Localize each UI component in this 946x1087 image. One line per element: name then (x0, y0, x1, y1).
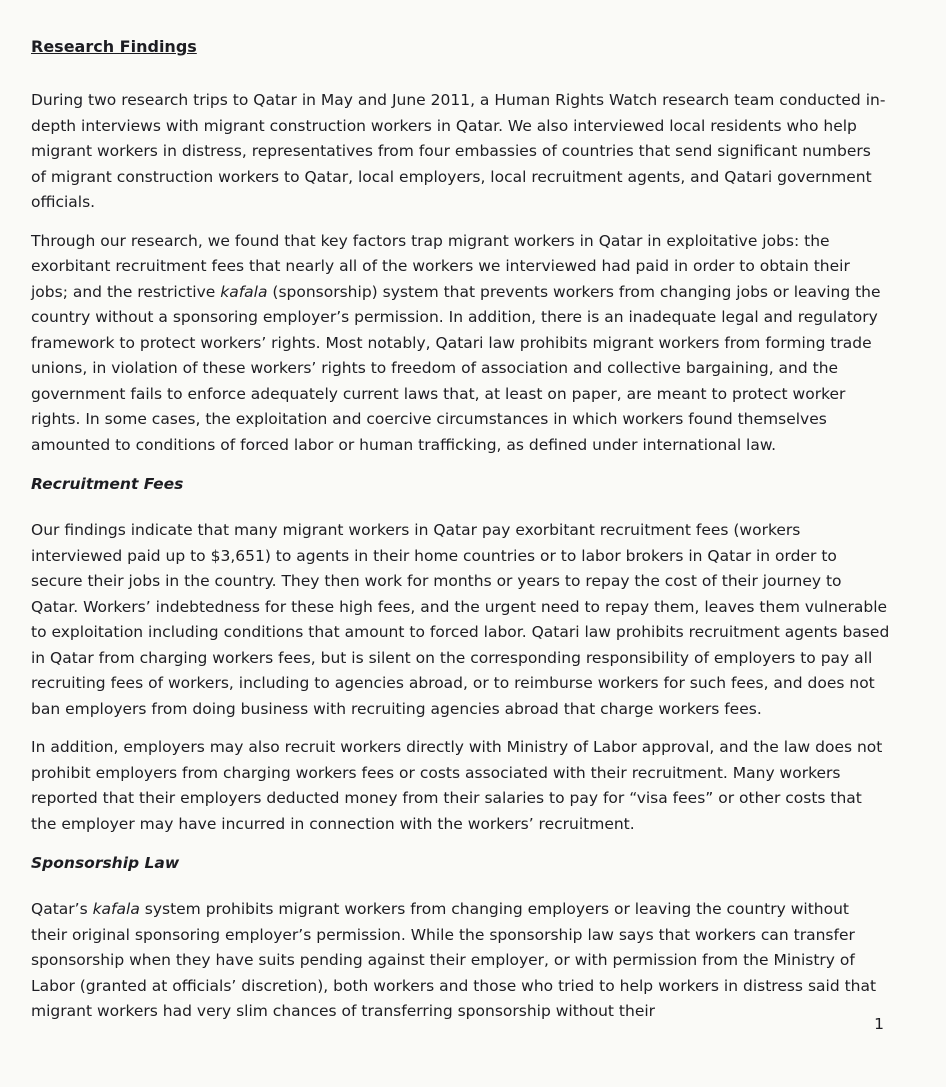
paragraph-text: Our findings indicate that many migrant workers in Qatar pay exorbitant recruitment fees (workers interviewed paid up to $3,651) to agents in their home countries or to labor brokers in Qatar in order to secure their jobs in the country. They then work for months or years to repay the cost of their journey to Qatar. Workers’ indebtedness for these high fees, and the urgent need to repay them, leaves them vulnerable to exploitation including conditions that amount to forced labor. Qatari law prohibits recruitment agents based in Qatar from charging workers fees, but is silent on the corresponding responsibility of employers to pay all recruiting fees of workers, including to agencies abroad, or to reimburse workers for such fees, and does not ban employers from doing business with recruiting agencies abroad that charge workers fees. (31, 521, 890, 718)
subheading-sponsorship-law: Sponsorship Law (31, 854, 180, 872)
paragraph-sponsorship-law (31, 897, 890, 1025)
subheading-recruitment-fees: Recruitment Fees (31, 475, 184, 493)
italic-term-kafala: kafala (220, 282, 268, 301)
paragraph-intro (31, 88, 890, 216)
paragraph-text: In addition, employers may also recruit workers directly with Ministry of Labor approval, and the law does not prohibit employers from charging workers fees or costs associated with their recruitment. Many workers reported that their employers deducted money from their salaries to pay for “visa fees” or other costs that the employer may have incurred in connection with the workers’ recruitment. (31, 738, 883, 833)
paragraph-text: Qatar’s (31, 900, 93, 918)
paragraph-ministry-approval (31, 735, 890, 837)
italic-term-kafala: kafala (92, 900, 140, 918)
paragraph-recruitment-fees (31, 518, 890, 722)
paragraph-key-factors (31, 229, 890, 459)
page-number: 1 (874, 1015, 884, 1033)
paragraph-text: Through our research, we found that key factors trap migrant workers in Qatar in exploitative jobs: the exorbitant recruitment fees that nearly all of the workers we interviewed had paid in order to obtain their jobs; and the restrictive (31, 231, 850, 301)
paragraph-text: During two research trips to Qatar in May and June 2011, a Human Rights Watch research team conducted in-depth interviews with migrant construction workers in Qatar. We also interviewed local residents who help migrant workers in distress, representatives from four embassies of countries that send significant numbers of migrant construction workers to Qatar, local employers, local recruitment agents, and Qatari government officials. (31, 91, 886, 211)
paragraph-text: (sponsorship) system that prevents workers from changing jobs or leaving the country without a sponsoring employer’s permission. In addition, there is an inadequate legal and regulatory framework to protect workers’ rights. Most notably, Qatari law prohibits migrant workers from forming trade unions, in violation of these workers’ rights to freedom of association and collective bargaining, and the government fails to enforce adequately current laws that, at least on paper, are meant to protect worker rights. In some cases, the exploitation and coercive circumstances in which workers found themselves amounted to conditions of forced labor or human trafficking, as defined under international law. (31, 282, 881, 454)
paragraph-text: system prohibits migrant workers from changing employers or leaving the country without their original sponsoring employer’s permission. While the sponsorship law says that workers can transfer sponsorship when they have suits pending against their employer, or with permission from the Ministry of Labor (granted at officials’ discretion), both workers and those who tried to help workers in distress said that migrant workers had very slim chances of transferring sponsorship without their (31, 900, 877, 1020)
page-title: Research Findings (31, 37, 197, 56)
